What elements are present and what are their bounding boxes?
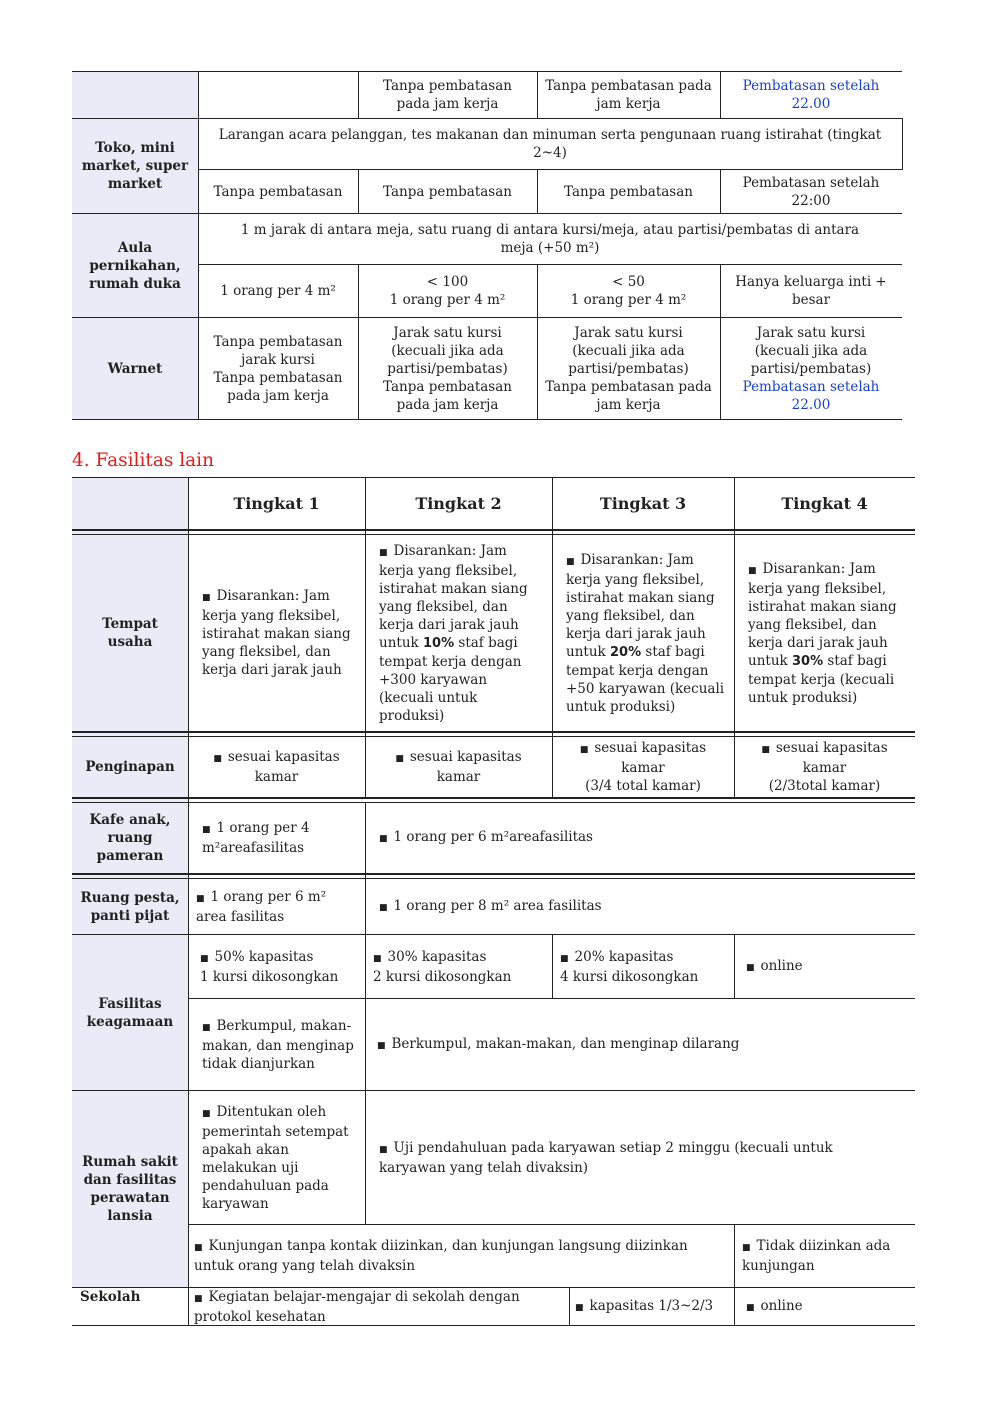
usaha-c4-percent: 30%	[791, 653, 824, 669]
warnet-c2: Jarak satu kursi (kecuali jika ada partisi/pembatas) Tanpa pembatasan pada jam kerja	[383, 324, 512, 413]
rs-tingkat-1	[188, 1091, 365, 1224]
rs-tingkat-2-4	[365, 1091, 915, 1224]
aula-c1: 1 orang per 4 m²	[220, 283, 336, 299]
usaha-c2-text: Disarankan: Jam kerja yang fleksibel, istirahat makan siang yang fleksibel, dan kerja dari jarak jauh untuk	[379, 542, 528, 651]
warnet-c4-rule: Jarak satu kursi (kecuali jika ada partisi/pembatas)	[750, 324, 872, 377]
pesta-c1-text: 1 orang per 6 m² area fasilitas	[196, 888, 327, 925]
sekolah-c3-text: online	[760, 1297, 803, 1314]
bullet-icon: ■	[746, 1302, 755, 1313]
bullet-icon: ■	[377, 1040, 386, 1051]
usaha-c3-percent: 20%	[609, 644, 642, 660]
warnet-c1: Tanpa pembatasan jarak kursi Tanpa pembatasan pada jam kerja	[213, 333, 343, 404]
usaha-c4-text-end: staf bagi tempat kerja (kecuali untuk produksi)	[748, 652, 895, 706]
bullet-icon: ■	[194, 1293, 203, 1304]
warnet-c3: Jarak satu kursi (kecuali jika ada partisi/pembatas) Tanpa pembatasan pada jam kerja	[545, 324, 712, 413]
agama-c2-text: 30% kapasitas 2 kursi dikosongkan	[373, 948, 512, 985]
agama-kumpul-tingkat-2-4	[365, 999, 915, 1090]
row-label-ruang-pesta: Ruang pesta, panti pijat	[72, 879, 188, 934]
bullet-icon: ■	[202, 1022, 211, 1033]
bullet-icon: ■	[579, 745, 589, 755]
penginapan-c3-text: sesuai kapasitas kamar	[594, 740, 707, 776]
penginapan-tingkat-4	[734, 737, 915, 797]
bullet-icon: ■	[202, 1108, 211, 1119]
header-tingkat-3: Tingkat 3	[599, 493, 687, 513]
warnet-c4	[720, 318, 902, 419]
bullet-icon: ■	[761, 745, 770, 755]
bullet-icon: ■	[742, 1243, 751, 1253]
kafe-tingkat-2-4	[365, 803, 915, 873]
agama-c4-text: online	[760, 957, 803, 974]
agama-tingkat-4	[734, 935, 915, 998]
row-label-aula: Aula pernikahan, rumah duka	[72, 214, 198, 317]
penginapan-c3-note: (3/4 total kamar)	[585, 778, 701, 794]
row-label-warnet: Warnet	[72, 318, 198, 419]
usaha-c3-text-end: staf bagi tempat kerja dengan +50 karyawan (kecuali untuk produksi)	[566, 643, 725, 715]
pesta-c2-text: 1 orang per 8 m² area fasilitas	[393, 897, 602, 914]
penginapan-tingkat-2	[365, 737, 552, 797]
toko-c2: Tanpa pembatasan	[383, 183, 512, 200]
top-r0-c2: Tanpa pembatasan pada jam kerja	[383, 78, 512, 112]
kafe-c1-text: 1 orang per 4 m²areafasilitas	[202, 820, 310, 856]
agama-kumpul-tingkat-1	[188, 999, 365, 1090]
row-label-toko: Toko, mini market, super market	[72, 119, 198, 213]
usaha-c2-percent: 10%	[422, 635, 455, 651]
agama-tingkat-3	[552, 935, 734, 998]
rs-c2-text: Uji pendahuluan pada karyawan setiap 2 minggu (kecuali untuk karyawan yang telah divaksin)	[379, 1139, 833, 1176]
usaha-tingkat-1	[188, 535, 365, 731]
row-label-kafe-anak: Kafe anak, ruang pameran	[72, 803, 188, 873]
bullet-icon: ■	[194, 1243, 203, 1253]
toko-c3: Tanpa pembatasan	[564, 183, 693, 200]
aula-c4: Hanya keluarga inti + besar	[735, 274, 887, 308]
toko-c4: Pembatasan setelah 22:00	[742, 174, 880, 209]
top-r0-c4: Pembatasan setelah 22.00	[742, 78, 880, 112]
toko-span-rule: Larangan acara pelanggan, tes makanan dan minuman serta pengunaan ruang istirahat (tingkat 2~4)	[218, 127, 882, 161]
row-label-fasilitas-keagamaan: Fasilitas keagamaan	[72, 935, 188, 1090]
top-r0-c3: Tanpa pembatasan pada jam kerja	[545, 78, 712, 112]
header-tingkat-1: Tingkat 1	[233, 493, 320, 513]
agama-tingkat-2	[365, 935, 552, 998]
rs-c1-text: Ditentukan oleh pemerintah setempat apakah akan melakukan uji pendahuluan pada karyawan	[202, 1103, 349, 1212]
kafe-tingkat-1	[188, 803, 365, 873]
sekolah-c1-text: Kegiatan belajar-mengajar di sekolah dengan protokol kesehatan	[194, 1288, 520, 1325]
usaha-c1-text: Disarankan: Jam kerja yang fleksibel, istirahat makan siang yang fleksibel, dan kerja dari jarak jauh	[202, 588, 351, 678]
agama-d1-text: Berkumpul, makan-makan, dan menginap tidak dianjurkan	[202, 1017, 354, 1072]
bullet-icon: ■	[202, 593, 211, 603]
usaha-tingkat-3	[552, 535, 734, 731]
bullet-icon: ■	[746, 962, 755, 973]
aula-c3: < 50 1 orang per 4 m²	[570, 274, 687, 308]
bullet-icon: ■	[379, 902, 388, 913]
pesta-tingkat-2-4	[365, 879, 915, 934]
agama-c1-text: 50% kapasitas 1 kursi dikosongkan	[200, 948, 339, 985]
penginapan-c2-text: sesuai kapasitas kamar	[409, 749, 522, 785]
toko-c1: Tanpa pembatasan	[213, 183, 343, 200]
usaha-c3-text: Disarankan: Jam kerja yang fleksibel, istirahat makan siang yang fleksibel, dan kerja dari jarak jauh untuk	[566, 551, 715, 660]
bullet-icon: ■	[213, 754, 222, 764]
row-label-rumah-sakit: Rumah sakit dan fasilitas perawatan lansia	[72, 1091, 188, 1287]
bullet-icon: ■	[379, 834, 388, 844]
bullet-icon: ■	[395, 754, 404, 764]
pesta-tingkat-1	[188, 879, 365, 934]
bullet-icon: ■	[379, 547, 388, 558]
section-title: 4. Fasilitas lain	[72, 450, 215, 471]
agama-d2-text: Berkumpul, makan-makan, dan menginap dilarang	[391, 1035, 740, 1052]
bullet-icon: ■	[560, 953, 569, 964]
sekolah-c2-text: kapasitas 1/3~2/3	[589, 1297, 714, 1314]
header-tingkat-4: Tingkat 4	[781, 493, 868, 513]
usaha-tingkat-4	[734, 535, 915, 731]
penginapan-c4-note: (2/3total kamar)	[768, 778, 881, 794]
penginapan-tingkat-1	[188, 737, 365, 797]
bullet-icon: ■	[200, 953, 209, 964]
bullet-icon: ■	[373, 953, 382, 964]
row-label-tempat-usaha: Tempat usaha	[72, 535, 188, 731]
warnet-c4-limit: Pembatasan setelah 22.00	[742, 378, 880, 413]
sekolah-tingkat-3	[569, 1288, 734, 1325]
penginapan-tingkat-3	[552, 737, 734, 797]
bullet-icon: ■	[575, 1302, 584, 1313]
sekolah-tingkat-1-2	[188, 1288, 569, 1325]
rs-d2-text: Tidak diizinkan ada kunjungan	[742, 1238, 891, 1274]
usaha-c4-text: Disarankan: Jam kerja yang fleksibel, istirahat makan siang yang fleksibel, dan kerja dari jarak jauh untuk	[748, 560, 897, 669]
bullet-icon: ■	[748, 565, 757, 576]
row-label-sekolah: Sekolah	[80, 1289, 141, 1305]
bullet-icon: ■	[379, 1144, 388, 1155]
sekolah-tingkat-4	[734, 1288, 915, 1325]
aula-span-rule: 1 m jarak di antara meja, satu ruang di antara kursi/meja, atau partisi/pembatas di antara meja (+50 m²)	[240, 222, 860, 256]
bullet-icon: ■	[202, 825, 211, 835]
aula-c2: < 100 1 orang per 4 m²	[389, 274, 506, 308]
rs-kunjungan-tingkat-1-3	[188, 1225, 734, 1287]
agama-tingkat-1	[188, 935, 365, 998]
bullet-icon: ■	[196, 893, 205, 904]
usaha-c2-text-end: staf bagi tempat kerja dengan +300 karyawan (kecuali untuk produksi)	[379, 634, 522, 724]
rs-d1-text: Kunjungan tanpa kontak diizinkan, dan kunjungan langsung diizinkan untuk orang yang telah divaksin	[194, 1238, 688, 1274]
penginapan-c4-text: sesuai kapasitas kamar	[775, 740, 888, 776]
kafe-c2-text: 1 orang per 6 m²areafasilitas	[393, 829, 593, 845]
rs-kunjungan-tingkat-4	[734, 1225, 915, 1287]
penginapan-c1-text: sesuai kapasitas kamar	[227, 749, 340, 785]
usaha-tingkat-2	[365, 535, 552, 731]
bullet-icon: ■	[566, 556, 575, 567]
agama-c3-text: 20% kapasitas 4 kursi dikosongkan	[560, 948, 699, 985]
row-label-penginapan: Penginapan	[72, 737, 188, 797]
header-tingkat-2: Tingkat 2	[415, 493, 502, 513]
